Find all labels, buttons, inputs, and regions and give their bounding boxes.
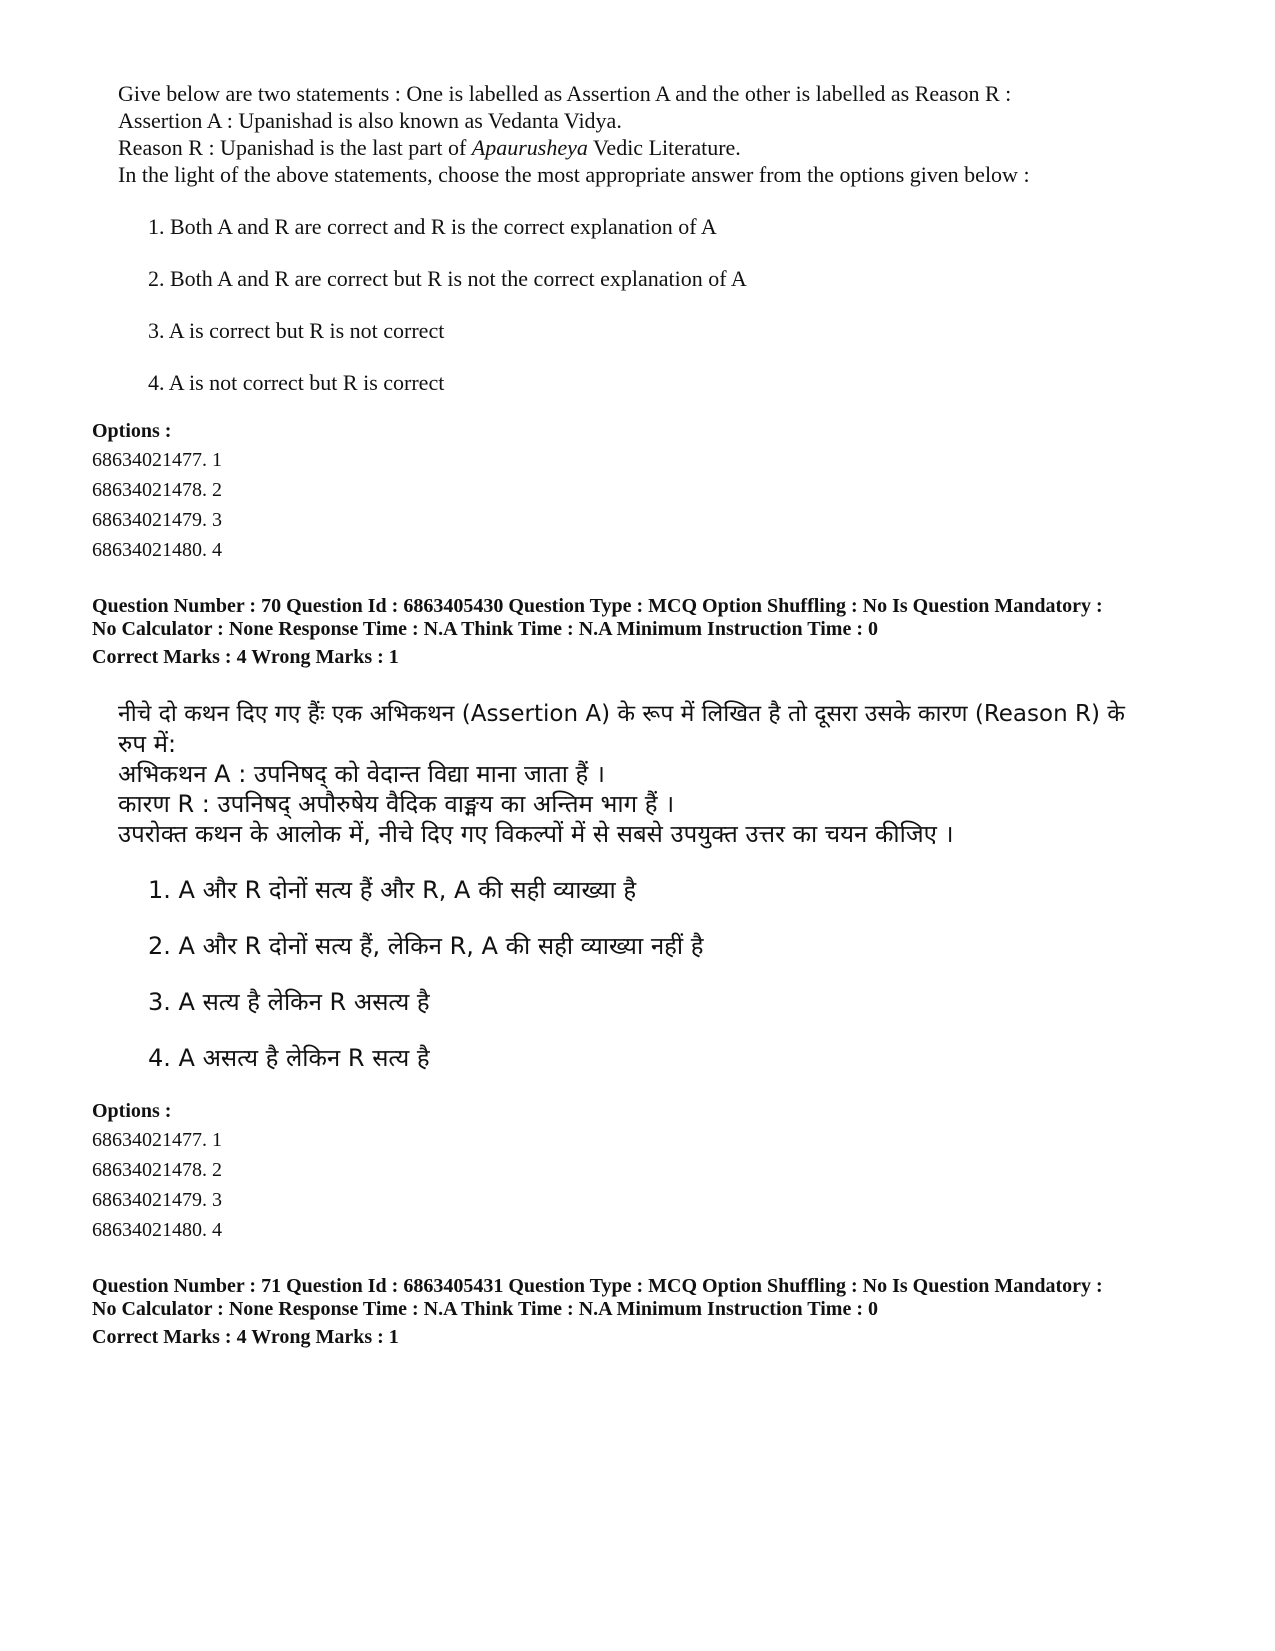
q70-option-2: 68634021478. 2 [92, 1159, 222, 1181]
q69-choice-3: 3. A is correct but R is not correct [148, 318, 445, 343]
q69-option-2: 68634021478. 2 [92, 479, 222, 501]
q70-options-label: Options : [92, 1100, 172, 1122]
q69-reason-suffix: Vedic Literature. [587, 135, 741, 160]
q71-meta-line2: No Calculator : None Response Time : N.A Think Time : N.A Minimum Instruction Time : 0 [92, 1298, 878, 1320]
q69-choice-4: 4. A is not correct but R is correct [148, 370, 445, 395]
q70-option-3: 68634021479. 3 [92, 1189, 222, 1211]
q69-option-3: 68634021479. 3 [92, 509, 222, 531]
q70-choice-4: 4. A असत्य है लेकिन R सत्य है [148, 1044, 430, 1072]
q69-intro: Give below are two statements : One is labelled as Assertion A and the other is labelled as Reason R : [118, 81, 1012, 106]
q69-reason-prefix: Reason R : Upanishad is the last part of [118, 135, 472, 160]
q70-hindi-assertion: अभिकथन A : उपनिषद् को वेदान्त विद्या माना जाता हैं । [118, 760, 606, 788]
q70-option-1: 68634021477. 1 [92, 1129, 222, 1151]
q69-choice-2: 2. Both A and R are correct but R is not the correct explanation of A [148, 266, 747, 291]
q70-option-4: 68634021480. 4 [92, 1219, 222, 1241]
q70-options-list [92, 1125, 222, 1245]
q70-marks: Correct Marks : 4 Wrong Marks : 1 [92, 646, 399, 668]
q70-choice-3: 3. A सत्य है लेकिन R असत्य है [148, 988, 430, 1016]
q70-choice-1: 1. A और R दोनों सत्य हैं और R, A की सही व्याख्या है [148, 876, 637, 904]
q70-meta-line1: Question Number : 70 Question Id : 6863405430 Question Type : MCQ Option Shuffling : No Is Question Mandatory : [92, 595, 1103, 617]
q70-hindi-line1: नीचे दो कथन दिए गए हैंः एक अभिकथन (Assertion A) के रूप में लिखित है तो दूसरा उसके कारण (Reason R) के [118, 701, 1125, 727]
q69-assertion: Assertion A : Upanishad is also known as Vedanta Vidya. [118, 108, 622, 133]
q71-marks: Correct Marks : 4 Wrong Marks : 1 [92, 1326, 399, 1348]
q70-hindi-line2: रुप में: [118, 730, 177, 758]
q69-reason-italic: Apaurusheya [471, 135, 588, 160]
q69-option-4: 68634021480. 4 [92, 539, 222, 561]
q69-option-1: 68634021477. 1 [92, 449, 222, 471]
q70-hindi-reason: कारण R : उपनिषद् अपौरुषेय वैदिक वाङ्मय का अन्तिम भाग हैं । [118, 790, 675, 818]
q69-instruction: In the light of the above statements, choose the most appropriate answer from the options given below : [118, 162, 1030, 187]
q69-choice-1: 1. Both A and R are correct and R is the correct explanation of A [148, 214, 717, 239]
q71-meta-line1: Question Number : 71 Question Id : 6863405431 Question Type : MCQ Option Shuffling : No Is Question Mandatory : [92, 1275, 1103, 1297]
q69-reason [118, 134, 741, 162]
q70-meta-line2: No Calculator : None Response Time : N.A Think Time : N.A Minimum Instruction Time : 0 [92, 618, 878, 640]
q70-hindi-instruction: उपरोक्त कथन के आलोक में, नीचे दिए गए विकल्पों में से सबसे उपयुक्त उत्तर का चयन कीजिए । [118, 820, 954, 848]
q69-options-list [92, 445, 222, 565]
q70-choice-2: 2. A और R दोनों सत्य हैं, लेकिन R, A की सही व्याख्या नहीं है [148, 932, 704, 960]
q69-options-label: Options : [92, 420, 172, 442]
